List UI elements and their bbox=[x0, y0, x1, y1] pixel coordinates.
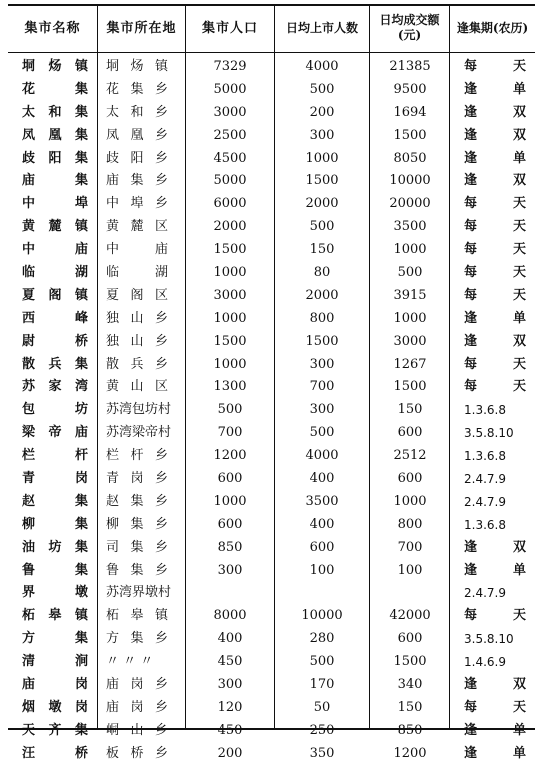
table-row bbox=[8, 354, 535, 377]
daily-turnover-cell: 20000 bbox=[389, 196, 431, 212]
daily-attendance-cell: 280 bbox=[309, 631, 335, 647]
daily-attendance-cell: 300 bbox=[309, 356, 335, 372]
market-population-cell: 300 bbox=[217, 562, 243, 578]
daily-turnover-cell: 1267 bbox=[393, 356, 427, 372]
market-population-cell: 120 bbox=[217, 699, 243, 715]
market-days-cell: 每天 bbox=[464, 356, 526, 372]
market-location-cell: 司集乡 bbox=[106, 539, 168, 555]
table-row bbox=[8, 239, 535, 262]
market-population-cell: 1300 bbox=[213, 379, 247, 395]
daily-attendance-cell: 80 bbox=[313, 265, 331, 281]
daily-attendance-cell: 300 bbox=[309, 127, 335, 143]
market-name-cell: 赵集 bbox=[22, 493, 88, 509]
market-location-cell: 凤凰乡 bbox=[106, 127, 168, 143]
market-days-cell: 逢单 bbox=[464, 722, 526, 738]
market-population-cell: 6000 bbox=[213, 196, 247, 212]
daily-turnover-cell: 21385 bbox=[389, 59, 431, 74]
daily-turnover-cell: 1694 bbox=[393, 104, 427, 120]
market-population-cell: 600 bbox=[217, 516, 243, 532]
daily-turnover-cell: 3000 bbox=[393, 333, 427, 349]
market-name-cell: 界墩 bbox=[22, 585, 88, 601]
daily-turnover-cell: 2512 bbox=[393, 448, 427, 464]
market-location-cell: 柘皋镇 bbox=[106, 608, 168, 624]
market-name-cell: 黄麓镇 bbox=[22, 219, 88, 235]
daily-attendance-cell: 200 bbox=[309, 104, 335, 120]
market-days-cell: 1.4.6.9 bbox=[464, 655, 506, 670]
market-name-cell: 梁帝庙 bbox=[22, 425, 88, 441]
daily-attendance-cell: 2000 bbox=[305, 287, 339, 303]
daily-turnover-cell: 1500 bbox=[393, 654, 427, 670]
daily-turnover-cell bbox=[370, 582, 450, 605]
market-population-cell: 1000 bbox=[213, 493, 247, 509]
market-days-cell: 逢单 bbox=[464, 81, 526, 97]
market-location-cell: 板桥乡 bbox=[106, 745, 168, 761]
market-population-cell: 4500 bbox=[213, 150, 247, 166]
daily-turnover-cell: 8050 bbox=[393, 150, 427, 166]
market-population-cell: 400 bbox=[217, 631, 243, 647]
market-location-cell: 苏湾梁帝村 bbox=[106, 425, 172, 441]
daily-attendance-cell: 300 bbox=[309, 402, 335, 418]
daily-turnover-cell: 1500 bbox=[393, 379, 427, 395]
table-row bbox=[8, 582, 535, 605]
header-location: 集市所在地 bbox=[106, 20, 177, 36]
market-days-cell: 每天 bbox=[464, 196, 526, 212]
daily-attendance-cell: 800 bbox=[309, 310, 335, 326]
market-name-cell: 柳集 bbox=[22, 516, 88, 532]
daily-turnover-cell: 42000 bbox=[389, 608, 431, 624]
market-location-cell: 庙岗乡 bbox=[106, 677, 168, 693]
table-row bbox=[8, 674, 535, 697]
daily-attendance-cell: 10000 bbox=[301, 608, 343, 624]
daily-turnover-cell: 1000 bbox=[393, 310, 427, 326]
header-market-days: 逢集期(农历) bbox=[456, 20, 529, 35]
table-row bbox=[8, 216, 535, 239]
daily-attendance-cell: 400 bbox=[309, 471, 335, 487]
market-days-cell: 3.5.8.10 bbox=[464, 632, 514, 647]
table-row bbox=[8, 491, 535, 514]
market-location-cell: 独山乡 bbox=[106, 333, 168, 349]
market-days-cell: 1.3.6.8 bbox=[464, 449, 506, 464]
header-market-name: 集市名称 bbox=[24, 20, 81, 36]
market-days-cell: 1.3.6.8 bbox=[464, 403, 506, 418]
market-population-cell: 600 bbox=[217, 471, 243, 487]
table-row bbox=[8, 422, 535, 445]
market-location-cell: 方集乡 bbox=[106, 631, 168, 647]
market-days-cell: 逢单 bbox=[464, 150, 526, 166]
table-row bbox=[8, 605, 535, 628]
market-days-cell: 2.4.7.9 bbox=[464, 472, 506, 487]
market-days-cell: 逢单 bbox=[464, 562, 526, 578]
market-population-cell: 300 bbox=[217, 677, 243, 693]
market-population-cell: 7329 bbox=[213, 59, 247, 74]
daily-attendance-cell: 400 bbox=[309, 516, 335, 532]
market-name-cell: 散兵集 bbox=[22, 356, 88, 372]
daily-attendance-cell: 150 bbox=[309, 242, 335, 258]
daily-turnover-cell: 1500 bbox=[393, 127, 427, 143]
market-days-cell: 每天 bbox=[464, 287, 526, 303]
table-row bbox=[8, 651, 535, 674]
market-name-cell: 凤凰集 bbox=[22, 127, 88, 143]
table-row bbox=[8, 697, 535, 720]
daily-attendance-cell: 4000 bbox=[305, 448, 339, 464]
market-location-cell: 中庙 bbox=[106, 242, 168, 258]
market-name-cell: 烟墩岗 bbox=[22, 699, 88, 715]
daily-attendance-cell: 500 bbox=[309, 81, 335, 97]
market-population-cell: 1500 bbox=[213, 333, 247, 349]
market-name-cell: 方集 bbox=[22, 631, 88, 647]
daily-turnover-cell: 10000 bbox=[389, 173, 431, 189]
market-population-cell: 8000 bbox=[213, 608, 247, 624]
table-row bbox=[8, 148, 535, 171]
market-location-cell: 散兵乡 bbox=[106, 356, 168, 372]
daily-turnover-cell: 800 bbox=[397, 516, 423, 532]
market-population-cell: 5000 bbox=[213, 81, 247, 97]
market-name-cell: 汪桥 bbox=[22, 745, 88, 761]
daily-attendance-cell: 3500 bbox=[305, 493, 339, 509]
market-days-cell: 每天 bbox=[464, 219, 526, 235]
daily-attendance-cell: 1500 bbox=[305, 333, 339, 349]
market-name-cell: 歧阳集 bbox=[22, 150, 88, 166]
market-name-cell: 天齐集 bbox=[22, 722, 88, 738]
table-row bbox=[8, 628, 535, 651]
market-location-cell: 峒山乡 bbox=[106, 722, 168, 738]
daily-attendance-cell: 4000 bbox=[305, 59, 339, 74]
market-location-cell: 太和乡 bbox=[106, 104, 168, 120]
market-name-cell: 油坊集 bbox=[22, 539, 88, 555]
market-population-cell: 1500 bbox=[213, 242, 247, 258]
market-location-cell: 栏杆乡 bbox=[106, 448, 168, 464]
table-row bbox=[8, 262, 535, 285]
market-location-cell: 花集乡 bbox=[106, 81, 168, 97]
market-name-cell: 中埠 bbox=[22, 196, 88, 212]
daily-turnover-cell: 100 bbox=[397, 562, 423, 578]
market-days-cell: 逢双 bbox=[464, 127, 526, 143]
market-name-cell: 栏杆 bbox=[22, 448, 88, 464]
market-name-cell: 柘皋镇 bbox=[22, 608, 88, 624]
market-name-cell: 庙集 bbox=[22, 173, 88, 189]
market-days-cell: 每天 bbox=[464, 59, 526, 74]
daily-turnover-cell: 9500 bbox=[393, 81, 427, 97]
market-days-cell: 3.5.8.10 bbox=[464, 426, 514, 441]
market-population-cell: 3000 bbox=[213, 104, 247, 120]
table-row bbox=[8, 514, 535, 537]
market-name-cell: 庙岗 bbox=[22, 677, 88, 693]
table-row bbox=[8, 193, 535, 216]
market-population-cell: 700 bbox=[217, 425, 243, 441]
daily-attendance-cell: 500 bbox=[309, 219, 335, 235]
daily-attendance-cell: 1500 bbox=[305, 173, 339, 189]
market-location-cell: 歧阳乡 bbox=[106, 150, 168, 166]
market-name-cell: 临湖 bbox=[22, 265, 88, 281]
daily-attendance-cell: 600 bbox=[309, 539, 335, 555]
market-location-cell: 黄山区 bbox=[106, 379, 168, 395]
market-days-cell: 每天 bbox=[464, 265, 526, 281]
market-name-cell: 清涧 bbox=[22, 654, 88, 670]
daily-turnover-cell: 3915 bbox=[393, 287, 427, 303]
market-location-cell: 苏湾包坊村 bbox=[106, 402, 172, 418]
table-row bbox=[8, 743, 535, 766]
market-location-cell: 柳集乡 bbox=[106, 516, 168, 532]
market-table bbox=[8, 4, 535, 761]
market-location-cell: 庙集乡 bbox=[106, 173, 168, 189]
market-days-cell: 每天 bbox=[464, 242, 526, 258]
market-days-cell: 逢双 bbox=[464, 539, 526, 555]
daily-attendance-cell: 100 bbox=[309, 562, 335, 578]
market-name-cell: 西峰 bbox=[22, 310, 88, 326]
daily-attendance-cell bbox=[276, 582, 368, 605]
daily-attendance-cell: 500 bbox=[309, 654, 335, 670]
market-days-cell: 每天 bbox=[464, 379, 526, 395]
market-days-cell: 逢单 bbox=[464, 745, 526, 761]
market-name-cell: 夏阁镇 bbox=[22, 287, 88, 303]
market-population-cell: 2000 bbox=[213, 219, 247, 235]
market-population-cell: 200 bbox=[217, 745, 243, 761]
market-location-cell: 黄麓区 bbox=[106, 219, 168, 235]
market-days-cell: 逢双 bbox=[464, 104, 526, 120]
table-row bbox=[8, 56, 535, 79]
market-population-cell: 850 bbox=[217, 539, 243, 555]
market-days-cell: 逢双 bbox=[464, 173, 526, 189]
market-population-cell: 3000 bbox=[213, 287, 247, 303]
daily-attendance-cell: 500 bbox=[309, 425, 335, 441]
header-daily-turnover: 日均成交额 (元) bbox=[379, 13, 440, 42]
daily-turnover-cell: 600 bbox=[397, 471, 423, 487]
market-location-cell: 庙岗乡 bbox=[106, 699, 168, 715]
daily-turnover-cell: 150 bbox=[397, 699, 423, 715]
header-bottom-rule bbox=[8, 52, 535, 53]
market-days-cell: 逢双 bbox=[464, 677, 526, 693]
daily-turnover-cell: 500 bbox=[397, 265, 423, 281]
market-name-cell: 包坊 bbox=[22, 402, 88, 418]
market-population-cell: 2500 bbox=[213, 127, 247, 143]
market-days-cell: 每天 bbox=[464, 699, 526, 715]
daily-turnover-cell: 340 bbox=[397, 677, 423, 693]
daily-attendance-cell: 250 bbox=[309, 722, 335, 738]
market-days-cell: 1.3.6.8 bbox=[464, 517, 506, 532]
header-population: 集市人口 bbox=[201, 20, 258, 36]
market-population-cell: 450 bbox=[217, 722, 243, 738]
market-name-cell: 垌炀镇 bbox=[22, 59, 88, 74]
table-row bbox=[8, 285, 535, 308]
market-name-cell: 太和集 bbox=[22, 104, 88, 120]
table-row bbox=[8, 468, 535, 491]
market-population-cell: 5000 bbox=[213, 173, 247, 189]
market-location-cell: 中埠乡 bbox=[106, 196, 168, 212]
market-location-cell: 夏阁区 bbox=[106, 287, 168, 303]
table-row bbox=[8, 79, 535, 102]
market-location-cell: 鲁集乡 bbox=[106, 562, 168, 578]
daily-turnover-cell: 600 bbox=[397, 425, 423, 441]
daily-turnover-cell: 600 bbox=[397, 631, 423, 647]
table-row bbox=[8, 376, 535, 399]
daily-attendance-cell: 2000 bbox=[305, 196, 339, 212]
market-days-cell: 每天 bbox=[464, 608, 526, 624]
table-row bbox=[8, 308, 535, 331]
daily-turnover-cell: 3500 bbox=[393, 219, 427, 235]
table-row bbox=[8, 102, 535, 125]
market-days-cell: 逢双 bbox=[464, 333, 526, 349]
daily-turnover-cell: 850 bbox=[397, 722, 423, 738]
market-population-cell: 500 bbox=[217, 402, 243, 418]
daily-turnover-cell: 700 bbox=[397, 539, 423, 555]
market-location-cell: 独山乡 bbox=[106, 310, 168, 326]
daily-turnover-cell: 1200 bbox=[393, 745, 427, 761]
market-name-cell: 花集 bbox=[22, 81, 88, 97]
market-location-cell: 临湖 bbox=[106, 265, 168, 281]
market-name-cell: 苏家湾 bbox=[22, 379, 88, 395]
daily-attendance-cell: 170 bbox=[309, 677, 335, 693]
market-days-cell: 逢单 bbox=[464, 310, 526, 326]
market-population-cell: 1000 bbox=[213, 310, 247, 326]
market-population-cell: 1200 bbox=[213, 448, 247, 464]
market-location-cell: 苏湾界墩村 bbox=[106, 585, 172, 601]
table-row bbox=[8, 125, 535, 148]
table-row bbox=[8, 399, 535, 422]
table-row bbox=[8, 537, 535, 560]
table-body bbox=[8, 56, 535, 766]
table-row bbox=[8, 720, 535, 743]
daily-turnover-cell: 150 bbox=[397, 402, 423, 418]
daily-attendance-cell: 350 bbox=[309, 745, 335, 761]
table-row bbox=[8, 445, 535, 468]
table-row bbox=[8, 331, 535, 354]
daily-turnover-cell: 1000 bbox=[393, 242, 427, 258]
market-days-cell: 2.4.7.9 bbox=[464, 494, 506, 509]
daily-attendance-cell: 1000 bbox=[305, 150, 339, 166]
market-location-cell: 青岗乡 bbox=[106, 471, 168, 487]
header-daily-attendance: 日均上市人数 bbox=[285, 20, 358, 35]
market-days-cell: 2.4.7.9 bbox=[464, 586, 506, 601]
market-name-cell: 青岗 bbox=[22, 471, 88, 487]
market-population-cell bbox=[186, 582, 274, 605]
daily-attendance-cell: 50 bbox=[313, 699, 331, 715]
market-population-cell: 1000 bbox=[213, 356, 247, 372]
market-name-cell: 鲁集 bbox=[22, 562, 88, 578]
daily-turnover-cell: 1000 bbox=[393, 493, 427, 509]
market-location-cell: 〃 〃 〃 bbox=[106, 654, 154, 670]
market-name-cell: 中庙 bbox=[22, 242, 88, 258]
market-name-cell: 尉桥 bbox=[22, 333, 88, 349]
market-population-cell: 1000 bbox=[213, 265, 247, 281]
market-population-cell: 450 bbox=[217, 654, 243, 670]
daily-attendance-cell: 700 bbox=[309, 379, 335, 395]
market-location-cell: 赵集乡 bbox=[106, 493, 168, 509]
table-row bbox=[8, 170, 535, 193]
table-row bbox=[8, 560, 535, 583]
market-location-cell: 垌炀镇 bbox=[106, 59, 168, 74]
